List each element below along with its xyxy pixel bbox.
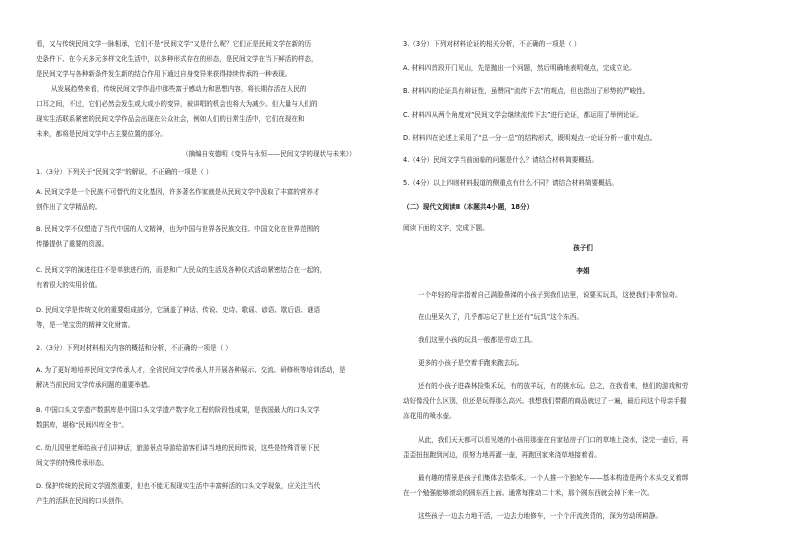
q1-option-a-cont: 创作出了文学精品的。 bbox=[36, 203, 102, 211]
q2-option-d: D. 保护传统的民间文学固然重要，但也不能无视现实生活中丰富鲜活的口头文学现象，应关注当代 bbox=[36, 482, 321, 490]
q3-option-a: A. 材料四首段开门见山，先是抛出一个问题，然后明确地表明观点，完成立论。 bbox=[403, 64, 636, 72]
source-note: （摘编自安德明《变异与永恒——民间文学的现状与未来》） bbox=[182, 150, 356, 158]
q3-option-c: C. 材料四从两个角度对“民间文学会继续流传下去”进行论证，都运用了举例论证。 bbox=[403, 111, 643, 119]
q1-option-c-cont: 有着很大的实用价值。 bbox=[36, 281, 102, 289]
text-line: 看，又与传统民间文学一脉相承，它们不是“民间文学”又是什么呢？它们正是民间文学在新的历 bbox=[36, 40, 312, 48]
story-paragraph: 一个年轻的母亲指着自己满脸鼻涕的小孩子到我们店里，说要买玩具，这使我们非常惊奇。 bbox=[418, 291, 682, 299]
question-4: 4.（4分）民间文学当前面临的问题是什么？请结合材料简要概括。 bbox=[403, 156, 599, 164]
q1-option-b-cont: 传播提供了重要的资源。 bbox=[36, 240, 109, 248]
story-paragraph-cont: 歪歪扭扭跑到河边，很努力地再灌一壶，再跑回家来浇草地接着看。 bbox=[403, 451, 601, 459]
story-paragraph: 在山里呆久了，几乎都忘记了世上还有“玩具”这个东西。 bbox=[418, 313, 584, 321]
text-line: 史条件下、在今天多元多样文化生活中，以多种形式存在的形态，是民间文学在当下鲜活的样态， bbox=[36, 55, 318, 63]
story-paragraph-cont: 动好像没什么区别，但还是玩得那么高兴。我想我们带跟的商品就过了一遍，最后问这个母亲手握 bbox=[403, 397, 687, 405]
question-2-stem: 2.（3分）下列对材料相关内容的概括和分析，不正确的一项是（ ） bbox=[36, 344, 232, 352]
q1-option-d: D. 民间文学是传统文化的重要组成部分，它涵盖了神话、传说、史诗、歌谣、谚语、歇后语、谜语 bbox=[36, 306, 321, 314]
story-paragraph: 从此，我们天天都可以看见她的小孩用那壶在自家毡房子门口的草地上浇水，浇完一壶后，再 bbox=[418, 436, 689, 444]
story-paragraph: 这些孩子一边去力地干活，一边去力地修车，一个个汗流浃背的，深为劳动所耕静。 bbox=[418, 512, 662, 520]
q2-option-c: C. 幼儿园里老师给孩子们讲神话，旅游景点导游给游客们讲当地的民间传说，这些是特殊背景下民 bbox=[36, 444, 320, 452]
story-paragraph-cont: 在一个勉强能够滚动的圆东西上面。通常每推动二十米，那个圆东西就会掉下来一次。 bbox=[403, 489, 654, 497]
q3-option-b: B. 材料四的论证具有辩证性，虽赞同“流传下去”的观点，但也指出了形势的严峻性。 bbox=[403, 87, 650, 95]
story-paragraph: 更多的小孩子是空着手跑来跑去玩。 bbox=[418, 359, 524, 367]
story-paragraph-cont: 冻花用的喷水壶。 bbox=[403, 412, 456, 420]
q2-option-c-cont: 间文学的特殊传承形态。 bbox=[36, 459, 109, 467]
text-line: 从发展趋势来看，传统民间文学作品中那些富于感动力和思想内容，将长期存活在人民的 bbox=[51, 85, 307, 93]
reading-instruction: 阅读下面的文字，完成下题。 bbox=[403, 224, 489, 232]
question-1-stem: 1.（3分）下列关于“民间文学”的解说，不正确的一项是（ ） bbox=[36, 168, 213, 176]
story-paragraph: 最有趣的情景是孩子们集体去拾柴禾。一个人推一个独轮车——基本构造是两个木头交叉着绑 bbox=[418, 474, 689, 482]
q2-option-d-cont: 产生的活跃在民间的口头创作。 bbox=[36, 497, 128, 505]
story-paragraph: 还有的小孩子进森林捡柴禾玩，有的放羊玩，有的挑水玩。总之，在我看来，他们的游戏和劳 bbox=[418, 382, 689, 390]
story-paragraph: 我们这里小孩的玩具一般都是劳动工具。 bbox=[418, 336, 537, 344]
q1-option-d-cont: 等，是一笔宝贵的精神文化财富。 bbox=[36, 321, 135, 329]
q2-option-a: A. 为了更好地培养民间文学传承人才，全省民间文学传承人并开展各种展示、交流、研修班等培训活动，是 bbox=[36, 366, 346, 374]
q3-option-d: D. 材料四在论述上采用了“总一分一总”的结构形式，既明观点一论证分析一重申观点。 bbox=[403, 134, 657, 142]
q1-option-c: C. 民间文学的演进往往不是单独进行的，而是和广大民众的生活及各种仪式活动紧密结合在一起的， bbox=[36, 266, 327, 274]
q2-option-b: B. 中国口头文学遗产数据库是中国口头文学遗产数字化工程的阶段性成果，是我国最大的口头文学 bbox=[36, 406, 320, 414]
story-author: 李娟 bbox=[576, 267, 590, 275]
question-5: 5.（4分）以上四则材料报道的侧重点有什么不同？请结合材料简要概括。 bbox=[403, 179, 618, 187]
text-line: 现实生活联系紧密的民间文学作品会出现在公众社会，例如人们的日常生活中，它们在现在和 bbox=[36, 115, 305, 123]
text-line: 口耳之间，不过，它们必然会发生或大或小的变异，被讲唱的机会也将大为减少。但大量与人们的 bbox=[36, 100, 318, 108]
text-line: 未来，都将是民间文学中占主要位置的部分。 bbox=[36, 130, 167, 138]
text-line: 是民间文学与各种新条件发生新的结合作用下通过自身变异来获得持续传承的一种表现。 bbox=[36, 70, 292, 78]
question-3-stem: 3.（3分）下列对材料论证的相关分析，不正确的一项是（ ） bbox=[403, 40, 581, 48]
section-header: （二）现代文阅读Ⅱ（本题共4小题，18分） bbox=[403, 203, 534, 211]
q1-option-a: A. 民间文学是一个民族不可替代的文化基因，许多著名作家就是从民间文学中汲取了丰富的营养才 bbox=[36, 188, 320, 196]
q2-option-a-cont: 解决当前民间文学传承问题的重要举措。 bbox=[36, 381, 154, 389]
story-title: 孩子们 bbox=[573, 244, 593, 252]
q2-option-b-cont: 数据库，堪称“民间四库全书”。 bbox=[36, 421, 128, 429]
q1-option-b: B. 民间文学不仅塑造了当代中国的人文精神，也为中国与世界各民族交往、中国文化在世界范围的 bbox=[36, 225, 320, 233]
